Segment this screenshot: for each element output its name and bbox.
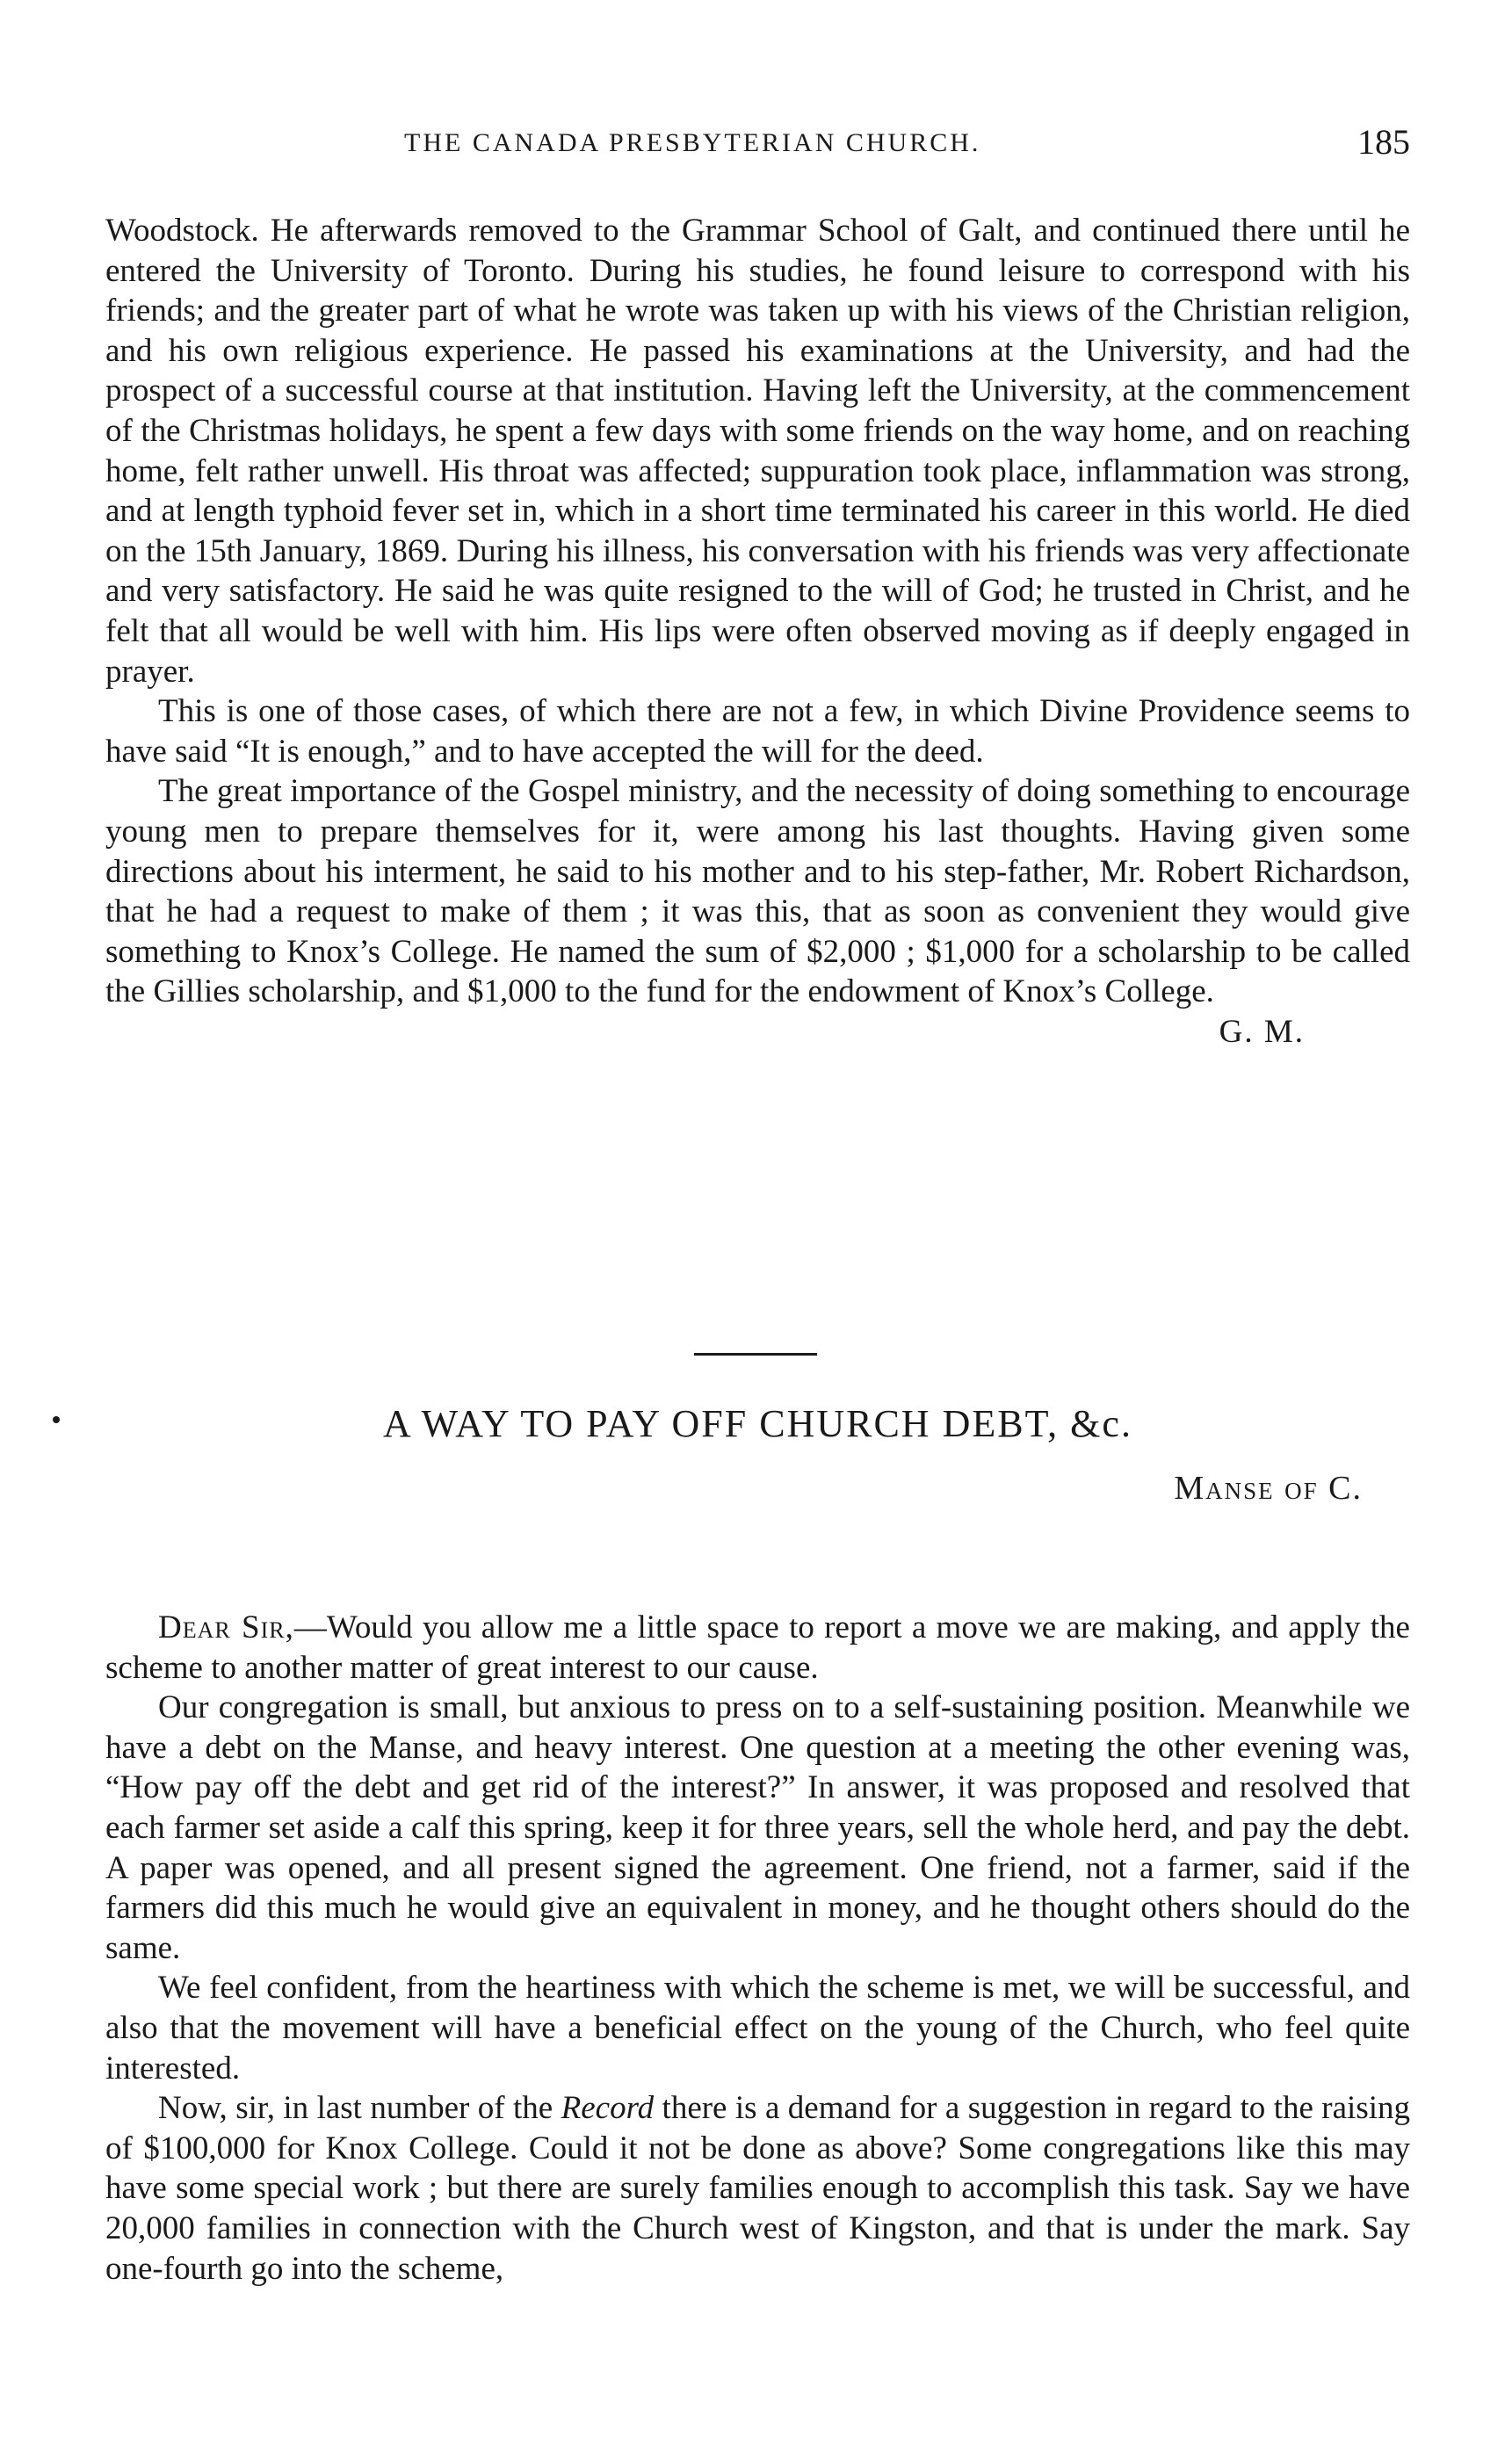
letter-paragraph-4	[105, 2088, 1410, 2289]
page-header	[105, 121, 1410, 174]
letter-paragraph-4-end: there is a demand for a suggestion in regard to the raising of $100,000 for Knox College. Could it not be done as above? Some congregations like this may have some special work ; but there are surely families enough to accomplish this task. Say we have 20,000 families in connection with the Church west of Kingston, and that is under the mark. Say one-fourth go into the scheme,	[105, 2090, 1411, 2287]
letter-paragraph-1-text: —Would you allow me a little space to report a move we are making, and apply the scheme to another matter of great interest to our cause.	[105, 1609, 1410, 1686]
letter-paragraph-4-start: Now, sir, in last number of the	[158, 2090, 561, 2127]
signature: G. M.	[1219, 1013, 1305, 1050]
obituary-paragraph-2: This is one of those cases, of which there are not a few, in which Divine Providence seems to have said “It is enough,” and to have accepted the will for the deed.	[105, 693, 1410, 770]
section-divider	[694, 1353, 817, 1356]
article-title: A WAY TO PAY OFF CHURCH DEBT, &c.	[383, 1402, 1132, 1445]
obituary-paragraph-1: Woodstock. He afterwards removed to the Grammar School of Galt, and continued there until he entered the University of Toronto. During his studies, he found leisure to correspond with his friends; and the greater part of what he wrote was taken up with his views of the Christian religion, and his own religious experience. He passed his examinations at the University, and had the prospect of a successful course at that institution. Having left the University, at the commencement of the Christmas holidays, he spent a few days with some friends on the way home, and on reaching home, felt rather unwell. His throat was affected; suppuration took place, inflammation was strong, and at length typhoid fever set in, which in a short time terminated his career in this world. He died on the 15th January, 1869. During his illness, his conversation with his friends was very affectionate and very satisfactory. He said he was quite resigned to the will of God; he trusted in Christ, and he felt that all would be well with him. His lips were often observed moving as if deeply engaged in prayer.	[105, 213, 1410, 690]
margin-mark	[53, 1416, 60, 1423]
letter-paragraph-1	[105, 1608, 1410, 1688]
obituary-section	[105, 211, 1410, 1052]
letter-section	[105, 1608, 1410, 2289]
letter-paragraph-2: Our congregation is small, but anxious to press on to a self-sustaining position. Meanwhile we have a debt on the Manse, and heavy interest. One question at a meeting the other evening was, “How pay off the debt and get rid of the interest?” In answer, it was proposed and resolved that each farmer set aside a calf this spring, keep it for three years, sell the whole herd, and pay the debt. A paper was opened, and all present signed the agreement. One friend, not a farmer, said if the farmers did this much he would give an equivalent in money, and he thought others should do the same.	[105, 1689, 1410, 1966]
obituary-paragraph-3: The great importance of the Gospel ministry, and the necessity of doing something to encourage young men to prepare themselves for it, were among his last thoughts. Having given some directions about his interment, he said to his mother and to his step-father, Mr. Robert Richardson, that he had a request to make of them ; it was this, that as soon as convenient they would give something to Knox’s College. He named the sum of $2,000 ; $1,000 for a scholarship to be called the Gillies scholarship, and $1,000 to the fund for the endowment of Knox’s College.	[105, 773, 1410, 1010]
salutation: Dear Sir,	[158, 1609, 294, 1645]
letter-place: Manse of C.	[1174, 1470, 1363, 1507]
page-number: 185	[1357, 122, 1410, 162]
letter-paragraph-3: We feel confident, from the heartiness with which the scheme is met, we will be successful, and also that the movement will have a beneficial effect on the young of the Church, who feel quite interested.	[105, 1970, 1410, 2087]
running-title: THE CANADA PRESBYTERIAN CHURCH.	[404, 128, 981, 157]
record-title: Record	[561, 2090, 655, 2127]
